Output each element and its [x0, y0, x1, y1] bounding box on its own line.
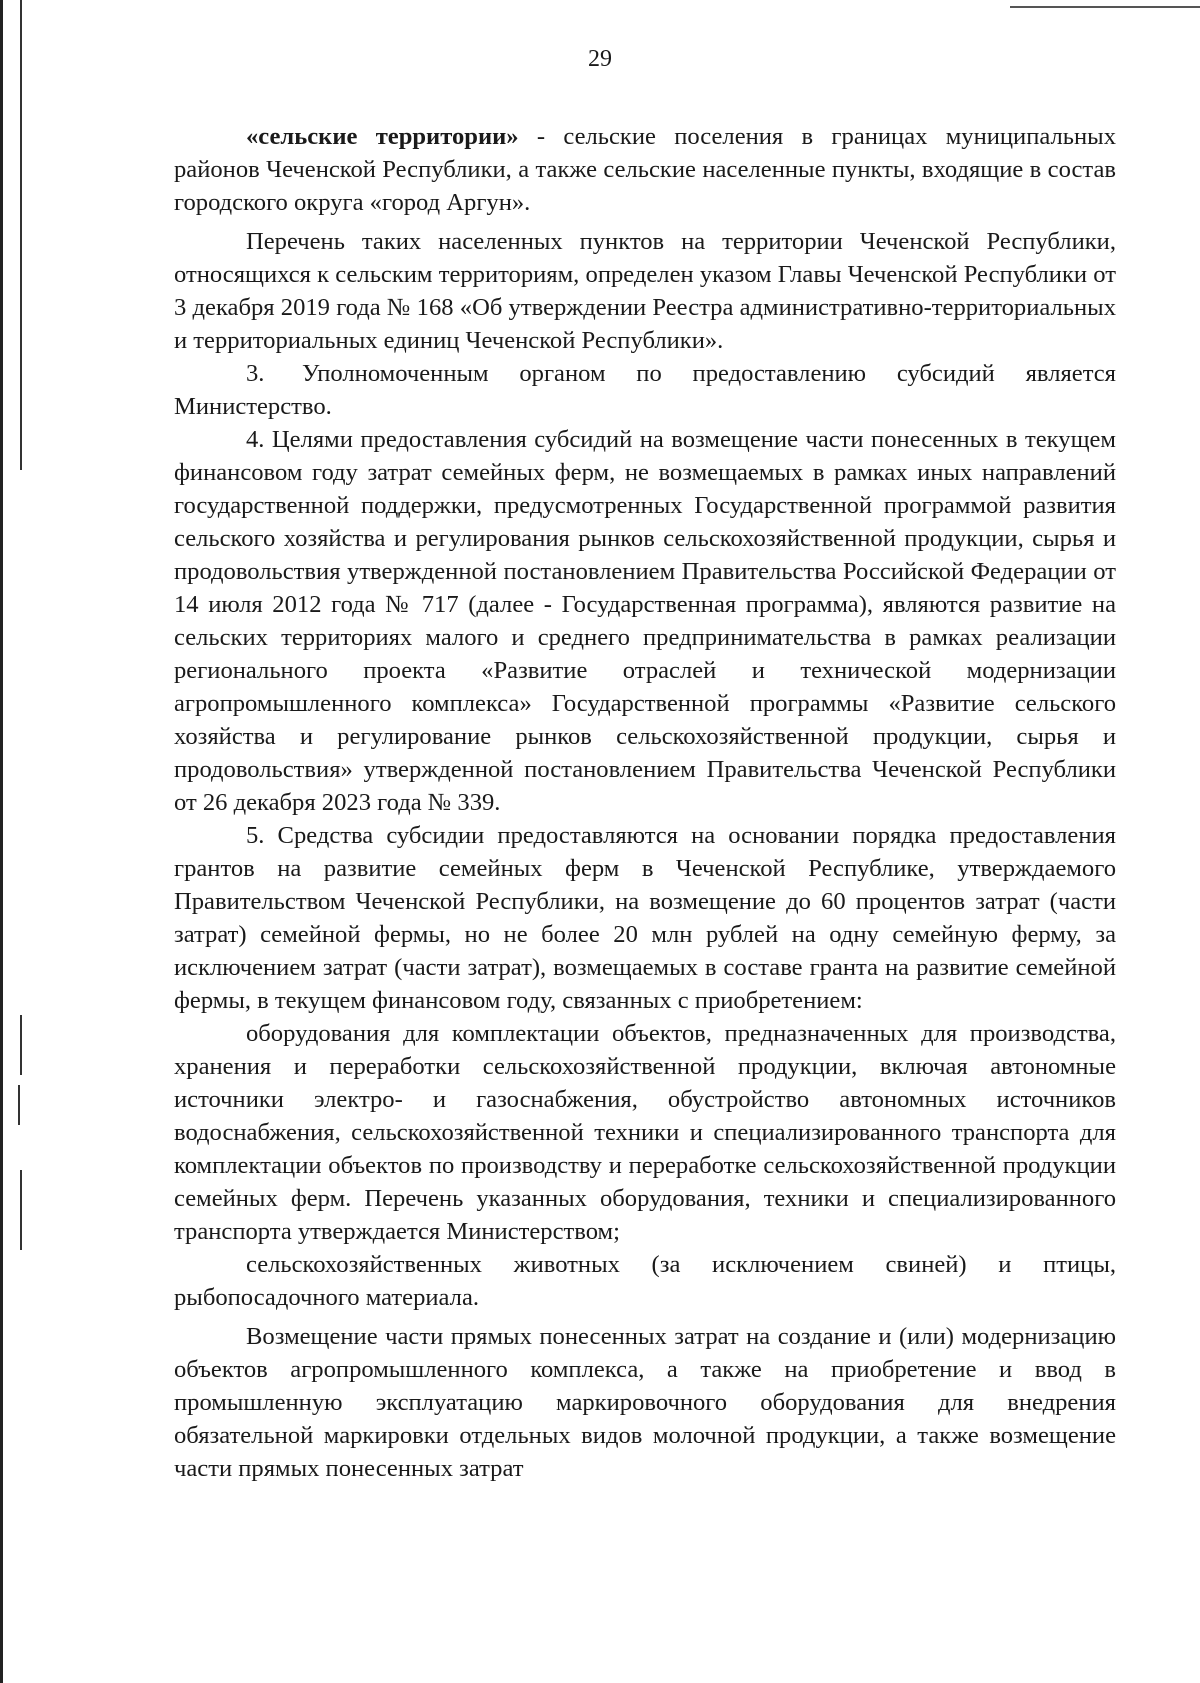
- definition-text: - сельские поселения в границах муниципальных районов Чеченской Республики, а также сельские населенные пункты, входящие в состав городского округа «город Аргун».: [174, 123, 1116, 216]
- item-3-number: 3.: [246, 360, 265, 387]
- page-number: 29: [588, 46, 612, 72]
- paragraph-animals: сельскохозяйственных животных (за исключением свиней) и птицы, рыбопосадочного материала.: [174, 1251, 1116, 1311]
- scan-left-edge: [0, 0, 3, 1683]
- defined-term: «сельские территории»: [246, 123, 519, 150]
- scan-artifact-mark: [20, 1170, 22, 1250]
- scan-artifact-mark: [20, 1015, 22, 1075]
- definition-paragraph: [174, 120, 1116, 219]
- document-body: [174, 120, 1116, 1485]
- item-3-text: Уполномоченным органом по предоставлению субсидий является Министерство.: [174, 360, 1116, 420]
- paragraph-equipment: оборудования для комплектации объектов, предназначенных для производства, хранения и переработки сельскохозяйственной продукции, включая автономные источники электро- и газоснабжения, обустройство автономных источников водоснабжения, сельскохозяйственной техники и специализированного транспорта для комплектации объектов по производству и переработке сельскохозяйственной продукции семейных ферм. Перечень указанных оборудования, техники и специализированного транспорта утверждается Министерством;: [174, 1020, 1116, 1245]
- paragraph-compensation: Возмещение части прямых понесенных затрат на создание и (или) модернизацию объектов агропромышленного комплекса, а также на приобретение и ввод в промышленную эксплуатацию маркировочного оборудования для внедрения обязательной маркировки отдельных видов молочной продукции, а также возмещение части прямых понесенных затрат: [174, 1323, 1116, 1482]
- scan-artifact-mark: [18, 1085, 20, 1125]
- paragraph-item-4: 4. Целями предоставления субсидий на возмещение части понесенных в текущем финансовом году затрат семейных ферм, не возмещаемых в рамках иных направлений государственной поддержки, предусмотренных Государственной программой развития сельского хозяйства и регулирования рынков сельскохозяйственной продукции, сырья и продовольствия утвержденной постановлением Правительства Российской Федерации от 14 июля 2012 года № 717 (далее - Государственная программа), являются развитие на сельских территориях малого и среднего предпринимательства в рамках реализации регионального проекта «Развитие отраслей и технической модернизации агропромышленного комплекса» Государственной программы «Развитие сельского хозяйства и регулирование рынков сельскохозяйственной продукции, сырья и продовольствия» утвержденной постановлением Правительства Чеченской Республики от 26 декабря 2023 года № 339.: [174, 426, 1116, 816]
- paragraph-item-3: [174, 357, 1116, 423]
- paragraph-item-5: 5. Средства субсидии предоставляются на основании порядка предоставления грантов на развитие семейных ферм в Чеченской Республике, утверждаемого Правительством Чеченской Республики, на возмещение до 60 процентов затрат (части затрат) семейной фермы, но не более 20 млн рублей на одну семейную ферму, за исключением затрат (части затрат), возмещаемых в составе гранта на развитие семейной фермы, в текущем финансовом году, связанных с приобретением:: [174, 822, 1116, 1014]
- scan-top-rule: [1010, 6, 1200, 8]
- paragraph-list-note: Перечень таких населенных пунктов на территории Чеченской Республики, относящихся к сельским территориям, определен указом Главы Чеченской Республики от 3 декабря 2019 года № 168 «Об утверждении Реестра административно-территориальных и территориальных единиц Чеченской Республики».: [174, 228, 1116, 354]
